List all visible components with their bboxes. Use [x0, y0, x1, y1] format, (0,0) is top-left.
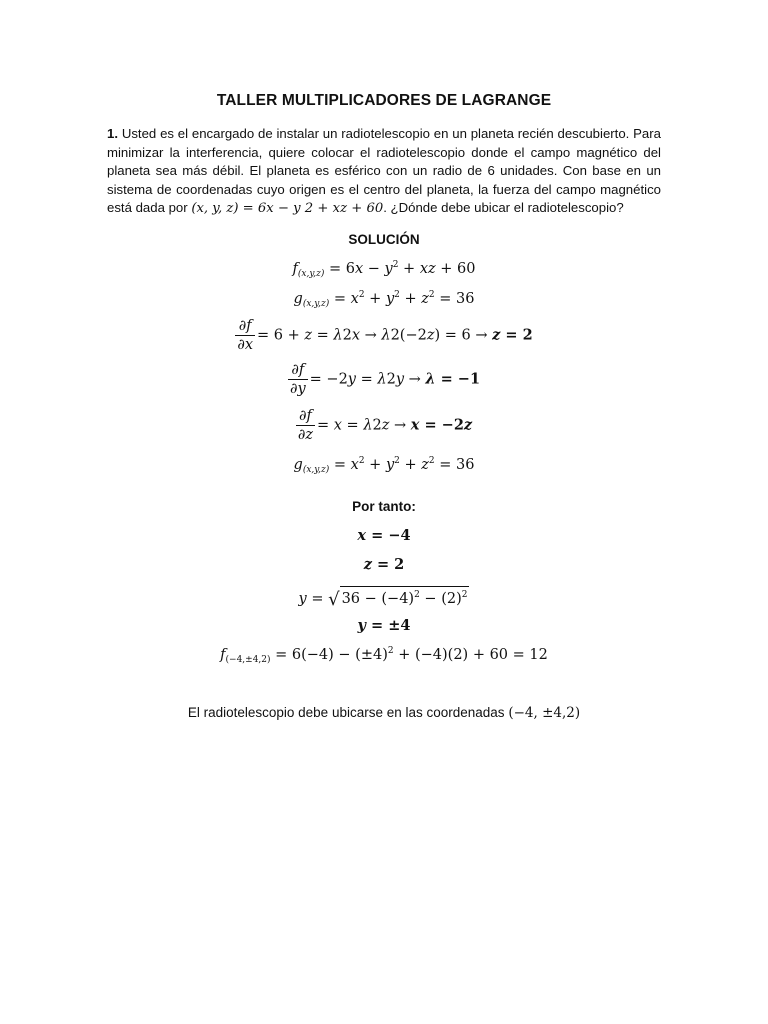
conclusion-coords: (−4, ±4,2)	[508, 705, 581, 721]
solution-heading: SOLUCIÓN	[348, 232, 420, 247]
fraction-df-dy: $\frac{\partial f}{\partial y}$	[289, 362, 306, 397]
problem-text: Usted es el encargado de instalar un radiotelescopio en un planeta recién descubierto. Para minimizar la interferencia, quiere colocar el radiotelescopio donde el campo magnético del planeta sea más débil. El planeta es esférico con un radio de 6 unidades. Con base en un sistema de coordenadas cuyo origen es el centro del planeta, la fuerza del campo magnético está dada por	[107, 126, 661, 216]
equation-partial-z: $\frac{\partial f}{\partial z}$ = x = λ2z → x = −2z	[297, 408, 473, 443]
equation-partial-x: $\frac{\partial f}{\partial x}$ = 6 + z = λ2x → λ2(−2z) = 6 → z = 2	[237, 318, 533, 353]
equation-g-repeat: $g_{(x,y,z)} = x^2 + y^2 + z^2 = 36$	[293, 456, 475, 475]
problem-number: 1.	[107, 126, 118, 141]
conclusion	[0, 705, 768, 721]
conclusion-text: El radiotelescopio debe ubicarse en las coordenadas	[187, 705, 505, 720]
equation-y-sqrt: y = √ $36 - (-4)^2 - (2)^2$	[0, 586, 768, 610]
problem-question: . ¿Dónde debe ubicar el radiotelescopio?	[383, 200, 624, 216]
result-x: x = −4	[357, 527, 411, 544]
equation-g: $g_{(x,y,z)} = x^2 + y^2 + z^2 = 36$	[293, 290, 475, 309]
equation-partial-y: $\frac{\partial f}{\partial y}$ = −2y = λ2y → λ = −1	[289, 362, 481, 397]
result-y: y = ±4	[357, 617, 411, 634]
result-z: z = 2	[363, 556, 405, 573]
problem-statement	[107, 125, 661, 219]
page-title: TALLER MULTIPLICADORES DE LAGRANGE	[216, 92, 552, 109]
problem-function: (x, y, z) = 6x − y 2 + xz + 60	[191, 201, 384, 217]
equation-f: $f_{(x,y,z)} = 6x - y^2$ + xz + 60	[292, 260, 476, 279]
therefore-heading: Por tanto:	[352, 499, 416, 514]
fraction-df-dz: $\frac{\partial f}{\partial z}$	[297, 408, 313, 443]
fraction-df-dx: $\frac{\partial f}{\partial x}$	[237, 318, 253, 353]
equation-f-value: $f_{(-4,\pm 4,2)} = 6(-4) - (\pm 4)^2 + (-4)(2) + 60 = 12$	[220, 646, 548, 665]
